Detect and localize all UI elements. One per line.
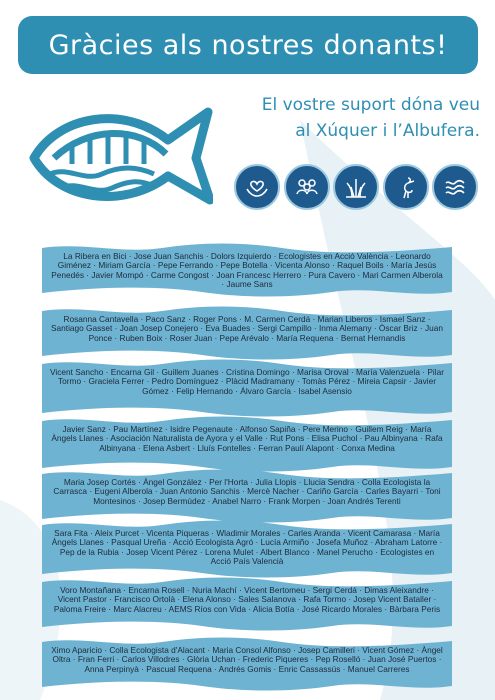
donor-group-6 xyxy=(42,519,452,579)
hands-heart-icon xyxy=(234,164,280,210)
donor-group-1 xyxy=(42,242,452,298)
donor-names: Maria Josep Cortés · Àngel González · Per l'Horta · Julia Llopis · Llucia Sendra · Colla Ecologista la Carrasca · Eugeni Alberola · Juan Antonio Sanchis · Mercè Nacher · Cariño García · Carles Bayarri · Toni Montesinos · Josep Bermúdez · Anabel Narro · Frank Morpen · Joan Andrés Terenti xyxy=(53,477,441,506)
donor-names: Ximo Aparicio · Colla Ecologista d'Alacant · Maria Consol Alfonso · Josep Camilleri · Vicent Gómez · Àngel Oltra · Fran Ferri · Carlos Villodres · Glòria Uchan · Frederic Piqueres · Pep Roselló · Juan José Puertos · Anna Perpinyà · Pascual Requena · Andrés Gomis · Enric Cassassús · Manuel Carreres xyxy=(51,645,443,674)
tagline xyxy=(208,92,480,144)
donor-group-3 xyxy=(42,358,452,418)
waves-icon xyxy=(432,164,478,210)
donor-names: Vicent Sancho · Encarna Gil · Guillem Juanes · Cristina Domingo · Marisa Oroval · María Valenzuela · Pilar Tormo · Graciela Ferrer · Pedro Domínguez · Plàcid Madramany · Tomàs Pérez · Mireia Capsir · Javier Gómez · Felip Hernando · Álvaro García · Isabel Asensio xyxy=(50,367,444,396)
donor-names: Javier Sanz · Pau Martínez · Isidre Pegenaute · Alfonso Sapiña · Pere Merino · Guillem Reig · María Àngels Llanes · Asociación Naturalista de Ayora y el Valle · Rut Pons · Elisa Puchol · Pau Albinyana · Rafa Albinyana · Elena Asbert · Lluís Fontelles · Ferran Paulí Alapont · Conxa Medina xyxy=(51,424,443,453)
donor-group-2 xyxy=(42,305,452,361)
donor-names: La Ribera en Bici · Jose Juan Sanchis · Dolors Izquierdo · Ecologistes en Acció València · Leonardo Giménez · Miriam García · Pepe Ferrando · Pepe Botella · Vicenta Alonso · Raquel Boils · María Jesús Penedés · Javier Mompó · Carme Congost · Joan Francesc Herrero · Pura Cavero · Mari Carmen Alberola · Jaume Sans xyxy=(51,251,443,290)
donor-group-4 xyxy=(42,415,452,473)
tagline-line-2: al Xúquer i l’Albufera. xyxy=(295,121,480,141)
donor-group-5 xyxy=(42,468,452,524)
reeds-icon xyxy=(333,164,379,210)
page-title: Gràcies als nostres donants! xyxy=(48,29,448,61)
icon-row xyxy=(234,164,478,212)
donor-group-8 xyxy=(42,636,452,692)
fish-logo xyxy=(28,92,213,220)
people-icon xyxy=(284,164,330,210)
donor-names: Voro Montañana · Encarna Rosell · Nuria Machí · Vicent Bertomeu · Sergi Cerdá · Dimas Aleixandre · Vicent Pastor · Francisco Ortolà · Elena Alonso · Sales Salanova · Rafa Tormo · Josep Vicent Bataller · Paloma Freire · Marc Alacreu · AEMS Ríos con Vida · Alicia Botía · José Ricardo Morales · Bàrbara Peris xyxy=(53,585,441,614)
donor-names: Rosanna Cantavella · Paco Sanz · Roger Pons · M. Carmen Cerdá · Marian Liberos · Ismael Sanz · Santiago Gasset · Joan Josep Conejero · Eva Buades · Sergi Campillo · Inma Alemany · Òscar Briz · Juan Ponce · Ruben Boix · Roser Juan · Pepe Arévalo · María Requena · Bernat Hernandis xyxy=(51,314,443,343)
donor-names: Sara Fita · Aleix Purcet · Vicenta Piqueras · Wladimir Morales · Carles Aranda · Vicent Camarasa · María Àngels Llanes · Pasqual Ureña · Acció Ecologista Agró · Lucía Armiño · Josefa Muñoz · Abraham Latorre · Pep de la Rubia · Josep Vicent Pérez · Lorena Mulet · Albert Blanco · Manel Perucho · Ecologistes en Acció País Valencià xyxy=(51,528,443,567)
header-banner xyxy=(18,16,478,74)
tagline-line-1: El vostre suport dóna veu xyxy=(261,95,480,115)
heron-icon xyxy=(383,164,429,210)
donor-group-7 xyxy=(42,576,452,632)
